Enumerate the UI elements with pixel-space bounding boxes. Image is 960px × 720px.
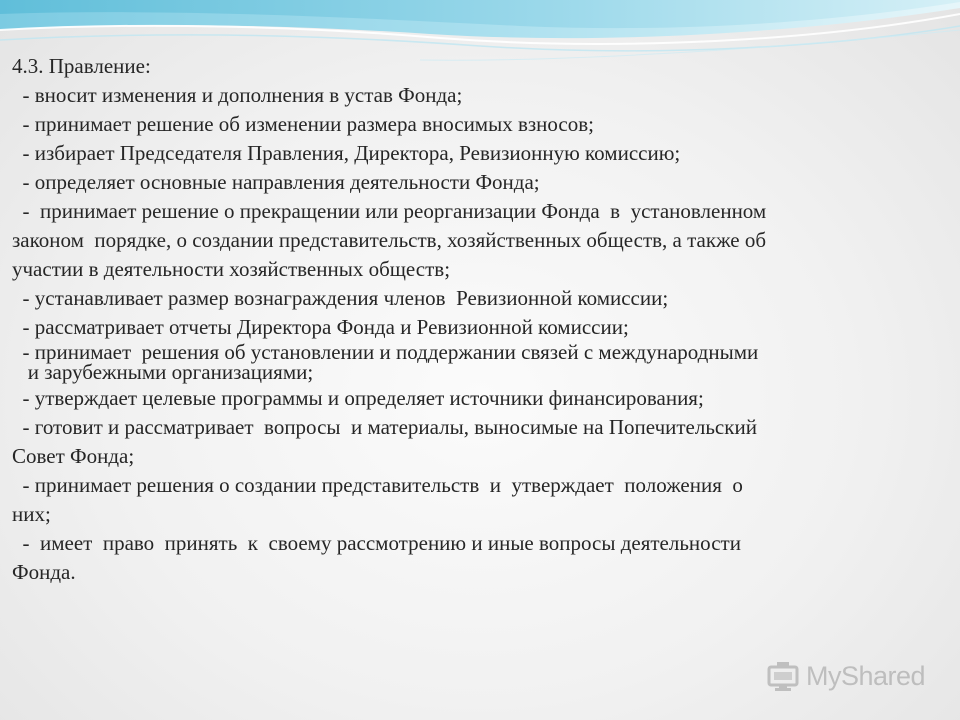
body-line: - принимает решения о создании представительств и утверждает положения о bbox=[12, 473, 743, 497]
body-line: - принимает решение об изменении размера вносимых взносов; bbox=[12, 112, 595, 136]
body-line: них; bbox=[12, 502, 51, 526]
body-line: участии в деятельности хозяйственных обществ; bbox=[12, 257, 451, 281]
watermark-text: MyShared bbox=[806, 660, 926, 691]
body-line: - принимает решения об установлении и поддержании связей с международными bbox=[12, 340, 759, 364]
body-line: законом порядке, о создании представительств, хозяйственных обществ, а также об bbox=[12, 228, 767, 252]
body-line: - определяет основные направления деятельности Фонда; bbox=[12, 170, 540, 194]
myshared-watermark bbox=[766, 656, 936, 696]
body-line: - рассматривает отчеты Директора Фонда и Ревизионной комиссии; bbox=[12, 315, 629, 339]
body-line: - утверждает целевые программы и определяет источники финансирования; bbox=[12, 386, 704, 410]
document-body bbox=[12, 52, 948, 587]
body-line: и зарубежными организациями; bbox=[12, 360, 314, 384]
body-line: - имеет право принять к своему рассмотрению и иные вопросы деятельности bbox=[12, 531, 741, 555]
body-line: - принимает решение о прекращении или реорганизации Фонда в установленном bbox=[12, 199, 767, 223]
myshared-logo-icon bbox=[766, 659, 800, 693]
body-line: - вносит изменения и дополнения в устав Фонда; bbox=[12, 83, 463, 107]
section-heading: 4.3. Правление: bbox=[12, 54, 151, 78]
body-line: - устанавливает размер вознаграждения членов Ревизионной комиссии; bbox=[12, 286, 669, 310]
body-line: - избирает Председателя Правления, Директора, Ревизионную комиссию; bbox=[12, 141, 681, 165]
body-line: Фонда. bbox=[12, 560, 76, 584]
body-line: Совет Фонда; bbox=[12, 444, 135, 468]
body-line: - готовит и рассматривает вопросы и материалы, выносимые на Попечительский bbox=[12, 415, 757, 439]
